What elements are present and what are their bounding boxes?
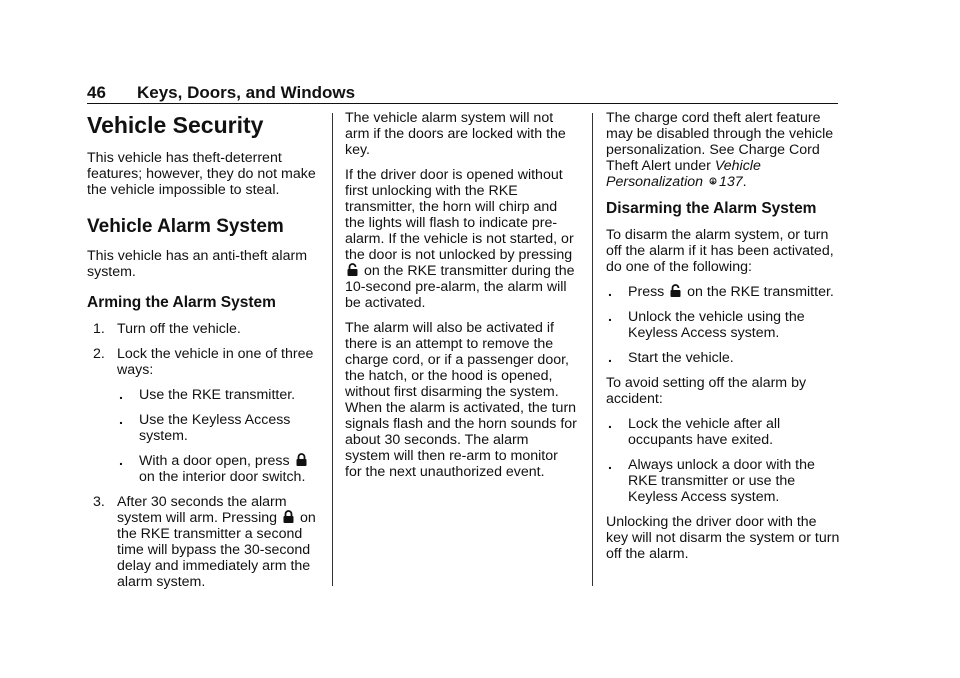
bullet-text: Always unlock a door with the RKE transmitter or use the Keyless Access system. — [628, 457, 815, 505]
step-3 — [87, 494, 327, 590]
unlock-icon — [347, 263, 358, 276]
bullet-text-a: Press — [628, 284, 665, 300]
bullet-text: Use the Keyless Access system. — [139, 412, 291, 444]
pre-alarm-paragraph — [345, 167, 577, 311]
activation-paragraph: The alarm will also be activated if there is an attempt to remove the charge cord, or if a passenger door, the hatch, or the hood is opened, without first disarming the system. When the alarm is activated, the turn signals flash and the horn sounds for about 30 seconds. The alarm system will then re-arm to monitor for the next unauthorized event. — [345, 320, 577, 480]
page-title: Vehicle Security — [87, 112, 264, 138]
column-2 — [345, 110, 577, 489]
disarm-bullet-keyless: . Unlock the vehicle using the Keyless Access system. — [608, 309, 805, 341]
disarm-bullet-press: . Press on the RKE transmitter. — [608, 284, 834, 300]
bullet-text-b: on the interior door switch. — [139, 469, 306, 485]
page-reference[interactable]: 137 — [718, 174, 743, 190]
step-2 — [87, 346, 327, 378]
page-header — [87, 83, 355, 103]
bullet-text: Start the vehicle. — [628, 350, 734, 366]
bullet-door-switch: . With a door open, press on the interior door switch. — [119, 453, 306, 485]
driver-door-paragraph: Unlocking the driver door with the key will not disarm the system or turn off the alarm. — [606, 514, 840, 562]
page-number: 46 — [87, 83, 106, 102]
step-text: Lock the vehicle in one of three ways: — [117, 346, 314, 378]
intro-paragraph: This vehicle has theft-deterrent features; however, they do not make the vehicle impossible to steal. — [87, 150, 316, 198]
personalization-link[interactable]: Vehicle Personalization — [606, 158, 761, 190]
bullet-rke: . Use the RKE transmitter. — [119, 387, 296, 403]
alarm-system-heading: Vehicle Alarm System — [87, 216, 284, 237]
bullet-text: Use the RKE transmitter. — [139, 387, 296, 403]
lock-icon — [296, 453, 307, 466]
page-ref-arrow-icon — [709, 174, 717, 187]
disarm-intro-paragraph: To disarm the alarm system, or turn off the alarm if it has been activated, do one of the following: — [606, 227, 834, 275]
lock-icon — [283, 510, 294, 523]
section-title: Keys, Doors, and Windows — [137, 83, 356, 102]
disarm-bullet-start: . Start the vehicle. — [608, 350, 734, 366]
step-number: 1. — [93, 321, 105, 337]
alarm-intro-paragraph: This vehicle has an anti-theft alarm system. — [87, 248, 308, 280]
charge-cord-paragraph: The charge cord theft alert feature may be disabled through the vehicle personalization. See Charge Cord Theft Alert under Vehicle Personalization 137. — [606, 110, 834, 190]
bullet-text: Lock the vehicle after all occupants have exited. — [628, 416, 781, 448]
column-3 — [606, 110, 842, 571]
step-1 — [87, 321, 327, 337]
charge-cord-text: The charge cord theft alert feature may be disabled through the vehicle personalization. See Charge Cord Theft Alert under — [606, 110, 834, 174]
avoid-bullet-lock: . Lock the vehicle after all occupants have exited. — [608, 416, 781, 448]
step-number: 3. — [93, 494, 105, 510]
pre-alarm-text-a: If the driver door is opened without first unlocking with the RKE transmitter, the horn will chirp and the lights will flash to indicate pre-alarm. If the vehicle is not started, or the door is not unlocked by pressing — [345, 167, 574, 263]
bullet-text: Unlock the vehicle using the Keyless Access system. — [628, 309, 805, 341]
avoid-intro-paragraph: To avoid setting off the alarm by accident: — [606, 375, 807, 407]
column-divider-2 — [592, 113, 593, 586]
step-text-b: on the RKE transmitter a second time will bypass the 30-second delay and immediately arm the alarm system. — [117, 510, 316, 590]
column-1 — [87, 112, 327, 599]
bullet-text-a: With a door open, press — [139, 453, 290, 469]
step-number: 2. — [93, 346, 105, 362]
step-text: Turn off the vehicle. — [117, 321, 241, 337]
pre-alarm-text-b: on the RKE transmitter during the 10-second pre-alarm, the alarm will be activated. — [345, 263, 575, 311]
keys-paragraph: The vehicle alarm system will not arm if the doors are locked with the key. — [345, 110, 566, 158]
avoid-bullet-unlock: . Always unlock a door with the RKE transmitter or use the Keyless Access system. — [608, 457, 815, 505]
unlock-icon — [670, 284, 681, 297]
bullet-keyless: . Use the Keyless Access system. — [119, 412, 291, 444]
disarming-heading: Disarming the Alarm System — [606, 200, 817, 217]
step-text-a: After 30 seconds the alarm system will arm. Pressing — [117, 494, 287, 526]
column-divider-1 — [332, 113, 333, 586]
header-rule — [87, 103, 838, 104]
arming-heading: Arming the Alarm System — [87, 294, 276, 311]
bullet-text-b: on the RKE transmitter. — [687, 284, 834, 300]
